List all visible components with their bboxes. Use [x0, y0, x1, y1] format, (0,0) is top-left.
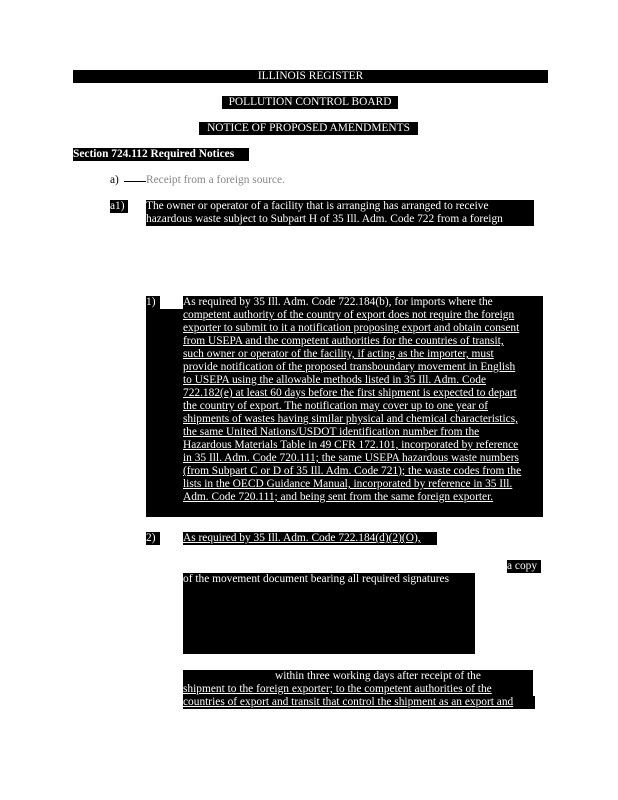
sub-2-line-3: of the movement document bearing all required signatures: [183, 573, 475, 586]
sub-2-line-4: within three working days after receipt of the: [275, 670, 533, 683]
sub-1-line: shipments of wastes having similar physical and chemical characteristics,: [183, 413, 543, 426]
section-title: Section 724.112 Required Notices: [73, 148, 249, 161]
faded-text-line: [183, 563, 503, 569]
sub-1-line: As required by 35 Ill. Adm. Code 722.184(b), for imports where the: [183, 296, 543, 309]
faded-text-line: [478, 578, 538, 584]
faded-text-line: [478, 626, 538, 632]
sub-1-line: 722.182(e) at least 60 days before the first shipment is expected to depart: [183, 387, 543, 400]
sub-1-line: the same United Nations/USDOT identification number from the: [183, 426, 543, 439]
sub-1-line: such owner or operator of the facility, if acting as the importer, must: [183, 348, 543, 361]
sub-1-line: (from Subpart C or D of 35 Ill. Adm. Code 721); the waste codes from the: [183, 465, 543, 478]
sub-1-line: exporter to submit to it a notification proposing export and obtain consent: [183, 322, 543, 335]
sub-2-line-1: As required by 35 Ill. Adm. Code 722.184(d)(2)(O),: [183, 532, 437, 545]
faded-text-line: [146, 272, 276, 278]
redaction-block: [183, 670, 275, 683]
redaction-block: [146, 504, 543, 517]
faded-text-line: [478, 642, 538, 648]
faded-text-line: [146, 258, 538, 264]
faded-text-line: [478, 594, 538, 600]
faded-text-line: [183, 660, 543, 666]
faded-text-line: [146, 244, 546, 250]
board-header: POLLUTION CONTROL BOARD: [222, 96, 398, 109]
faded-text-line: [146, 230, 536, 236]
redaction-block: [146, 309, 183, 517]
faded-text-line: [438, 535, 538, 541]
sub-2-copy: a copy: [507, 560, 541, 573]
sub-1-line: Adm. Code 720.111; and being sent from the same foreign exporter.: [183, 491, 543, 504]
item-a1-line-1: The owner or operator of a facility that is arranging has arranged to receive: [146, 200, 534, 213]
sub-1-line: provide notification of the proposed transboundary movement in English: [183, 361, 543, 374]
strike-line: [124, 181, 146, 182]
sub-1-line: competent authority of the country of export does not require the foreign: [183, 309, 543, 322]
sub-2-label: 2): [146, 532, 160, 545]
notice-header: NOTICE OF PROPOSED AMENDMENTS: [199, 122, 418, 135]
sub-1-line: lists in the OECD Guidance Manual, incorporated by reference in 35 Ill.: [183, 478, 543, 491]
sub-2-line-6: countries of export and transit that control the shipment as an export and: [183, 696, 535, 709]
faded-text-line: [478, 610, 538, 616]
faded-text-line: [183, 549, 503, 555]
sub-1-line: Hazardous Materials Table in 49 CFR 172.101, incorporated by reference: [183, 439, 543, 452]
redaction-block: [183, 586, 475, 654]
sub-1-line: from USEPA and the competent authorities for the countries of transit,: [183, 335, 543, 348]
item-a1-line-2: hazardous waste subject to Subpart H of 35 Ill. Adm. Code 722 from a foreign: [146, 213, 534, 226]
sub-1-line: in 35 Ill. Adm. Code 720.111; the same USEPA hazardous waste numbers: [183, 452, 543, 465]
item-a-label: a): [110, 174, 119, 186]
sub-2-line-5: shipment to the foreign exporter; to the competent authorities of the: [183, 683, 533, 696]
item-a-text: Receipt from a foreign source.: [146, 174, 285, 186]
sub-1-line: to USEPA using the allowable methods listed in 35 Ill. Adm. Code: [183, 374, 543, 387]
register-header: ILLINOIS REGISTER: [73, 70, 548, 83]
item-a1-label: a1): [110, 200, 128, 213]
sub-1-line: the country of export. The notification may cover up to one year of: [183, 400, 543, 413]
sub-1-label: 1): [146, 296, 160, 309]
